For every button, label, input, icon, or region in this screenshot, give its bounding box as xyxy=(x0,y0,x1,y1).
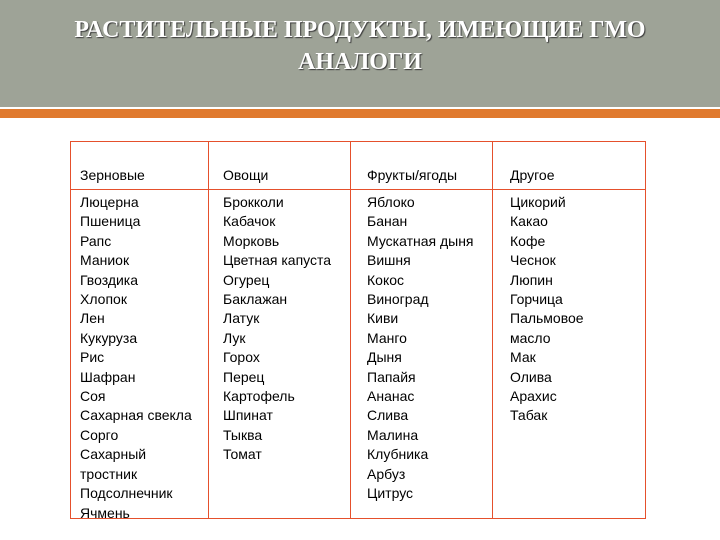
fruits-berries-list xyxy=(367,193,474,504)
list-item: Ананас xyxy=(367,388,415,405)
list-item: Лук xyxy=(223,329,246,346)
list-item: Цикорий xyxy=(510,194,566,210)
list-item: Табак xyxy=(510,407,548,424)
list-item: Мускатная дыня xyxy=(367,232,474,249)
list-item: Хлопок xyxy=(80,291,127,308)
list-item: Люпин xyxy=(510,271,553,288)
list-item: Маниок xyxy=(80,252,130,269)
list-item: Вишня xyxy=(367,252,411,269)
list-item: Киви xyxy=(367,310,399,327)
list-item: Цветная капуста xyxy=(223,252,332,269)
list-item: Лен xyxy=(80,310,105,327)
list-item: Горох xyxy=(223,349,260,366)
header-fruits-berries: Фрукты/ягоды xyxy=(367,167,458,183)
list-item: Малина xyxy=(367,426,419,443)
list-item: Какао xyxy=(510,213,548,230)
list-item: Дыня xyxy=(367,349,402,366)
column-divider xyxy=(492,142,493,518)
list-item: Пальмовое xyxy=(510,310,584,327)
list-item: Подсолнечник xyxy=(80,485,173,502)
list-item: Клубника xyxy=(367,446,429,463)
list-item: Латук xyxy=(223,310,260,327)
list-item: Огурец xyxy=(223,271,270,288)
list-item: Сорго xyxy=(80,426,119,443)
vegetables-list xyxy=(223,193,331,465)
other-list xyxy=(510,193,584,426)
list-item: Кабачок xyxy=(223,213,276,230)
list-item: Папайя xyxy=(367,368,416,385)
column-divider xyxy=(350,142,351,518)
list-item: Чеснок xyxy=(510,252,556,269)
list-item: Манго xyxy=(367,329,407,346)
column-divider xyxy=(208,142,209,518)
header-vegetables: Овощи xyxy=(223,167,269,183)
gmo-products-table xyxy=(70,141,646,519)
list-item: Кокос xyxy=(367,271,405,288)
header-divider xyxy=(71,189,645,190)
list-item: Кукуруза xyxy=(80,329,138,346)
list-item: Рапс xyxy=(80,232,112,249)
list-item: Цитрус xyxy=(367,485,414,502)
list-item: Морковь xyxy=(223,232,280,249)
list-item: Картофель xyxy=(223,388,295,405)
list-item: Соя xyxy=(80,388,106,405)
list-item: масло xyxy=(510,329,551,346)
list-item: Сахарная свекла xyxy=(80,407,192,424)
list-item: тростник xyxy=(80,465,138,482)
slide-title xyxy=(0,14,720,78)
list-item: Ячмень xyxy=(80,504,130,521)
list-item: Шафран xyxy=(80,368,136,385)
list-item: Олива xyxy=(510,368,552,385)
list-item: Баклажан xyxy=(223,291,288,308)
list-item: Пшеница xyxy=(80,213,141,230)
header-grains: Зерновые xyxy=(80,167,145,183)
list-item: Томат xyxy=(223,446,262,463)
accent-bar xyxy=(0,109,720,118)
list-item: Перец xyxy=(223,368,265,385)
list-item: Виноград xyxy=(367,291,429,308)
slide-title-line-2: АНАЛОГИ xyxy=(298,49,422,75)
list-item: Горчица xyxy=(510,291,563,308)
list-item: Люцерна xyxy=(80,194,139,210)
slide-title-line-1: РАСТИТЕЛЬНЫЕ ПРОДУКТЫ, ИМЕЮЩИЕ ГМО xyxy=(74,17,646,43)
list-item: Сахарный xyxy=(80,446,147,463)
list-item: Шпинат xyxy=(223,407,273,424)
list-item: Арахис xyxy=(510,388,557,405)
grains-list xyxy=(80,193,192,523)
list-item: Тыква xyxy=(223,426,263,443)
list-item: Банан xyxy=(367,213,408,230)
list-item: Кофе xyxy=(510,232,546,249)
list-item: Рис xyxy=(80,349,105,366)
list-item: Мак xyxy=(510,349,536,366)
header-other: Другое xyxy=(510,167,555,183)
list-item: Арбуз xyxy=(367,465,406,482)
list-item: Яблоко xyxy=(367,194,415,210)
list-item: Брокколи xyxy=(223,194,284,210)
list-item: Гвоздика xyxy=(80,271,139,288)
list-item: Слива xyxy=(367,407,409,424)
